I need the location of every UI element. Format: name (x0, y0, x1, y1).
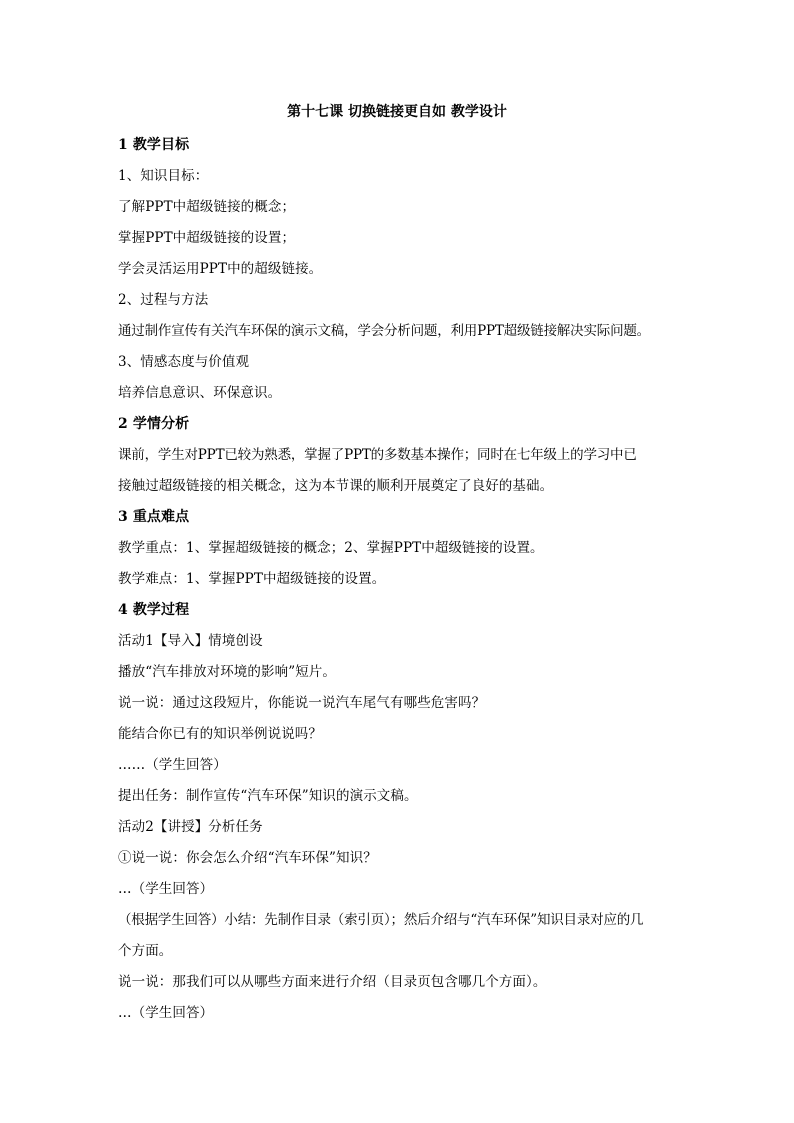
paragraph-line: 说一说：通过这段短片，你能说一说汽车尾气有哪些危害吗？ (118, 695, 486, 711)
paragraph-line: …（学生回答） (118, 881, 214, 897)
section-heading-key-points: 3 重点难点 (118, 509, 190, 525)
paragraph-line: 通过制作宣传有关汽车环保的演示文稿，学会分析问题，利用PPT超级链接解决实际问题。 (118, 323, 650, 339)
paragraph-line: 掌握PPT中超级链接的设置； (118, 230, 296, 246)
section-heading-teaching-process: 4 教学过程 (118, 602, 190, 618)
paragraph-line: 活动2【讲授】分析任务 (118, 819, 263, 835)
paragraph-line: 播放“汽车排放对环境的影响”短片。 (118, 664, 337, 680)
paragraph-line: 接触过超级链接的相关概念，这为本节课的顺利开展奠定了良好的基础。 (118, 478, 554, 494)
paragraph-line: （根据学生回答）小结：先制作目录（索引页）；然后介绍与“汽车环保”知识目录对应的几 (118, 912, 644, 928)
paragraph-line: 教学重点：1、掌握超级链接的概念；2、掌握PPT中超级链接的设置。 (118, 540, 544, 556)
paragraph-line: 培养信息意识、环保意识。 (118, 385, 282, 401)
paragraph-line: 说一说：那我们可以从哪些方面来进行介绍（目录页包含哪几个方面）。 (118, 974, 547, 990)
document-title: 第十七课 切换链接更自如 教学设计 (287, 104, 507, 120)
section-heading-student-analysis: 2 学情分析 (118, 416, 190, 432)
paragraph-line: 3、情感态度与价值观 (118, 354, 250, 370)
paragraph-line: 2、过程与方法 (118, 292, 209, 308)
paragraph-line: 学会灵活运用PPT中的超级链接。 (118, 261, 323, 277)
paragraph-line: ①说一说：你会怎么介绍“汽车环保”知识？ (118, 850, 377, 866)
paragraph-line: ……（学生回答） (118, 757, 227, 773)
paragraph-line: 活动1【导入】情境创设 (118, 633, 263, 649)
paragraph-line: 1、知识目标： (118, 168, 209, 184)
paragraph-line: …（学生回答） (118, 1005, 214, 1021)
paragraph-line: 能结合你已有的知识举例说说吗？ (118, 726, 322, 742)
paragraph-line: 提出任务：制作宣传“汽车环保”知识的演示文稿。 (118, 788, 418, 804)
paragraph-line: 教学难点：1、掌握PPT中超级链接的设置。 (118, 571, 386, 587)
paragraph-line: 个方面。 (118, 943, 173, 959)
section-heading-teaching-goals: 1 教学目标 (118, 137, 190, 153)
paragraph-line: 了解PPT中超级链接的概念； (118, 199, 296, 215)
paragraph-line: 课前，学生对PPT已较为熟悉，掌握了PPT的多数基本操作；同时在七年级上的学习中已 (118, 447, 637, 463)
